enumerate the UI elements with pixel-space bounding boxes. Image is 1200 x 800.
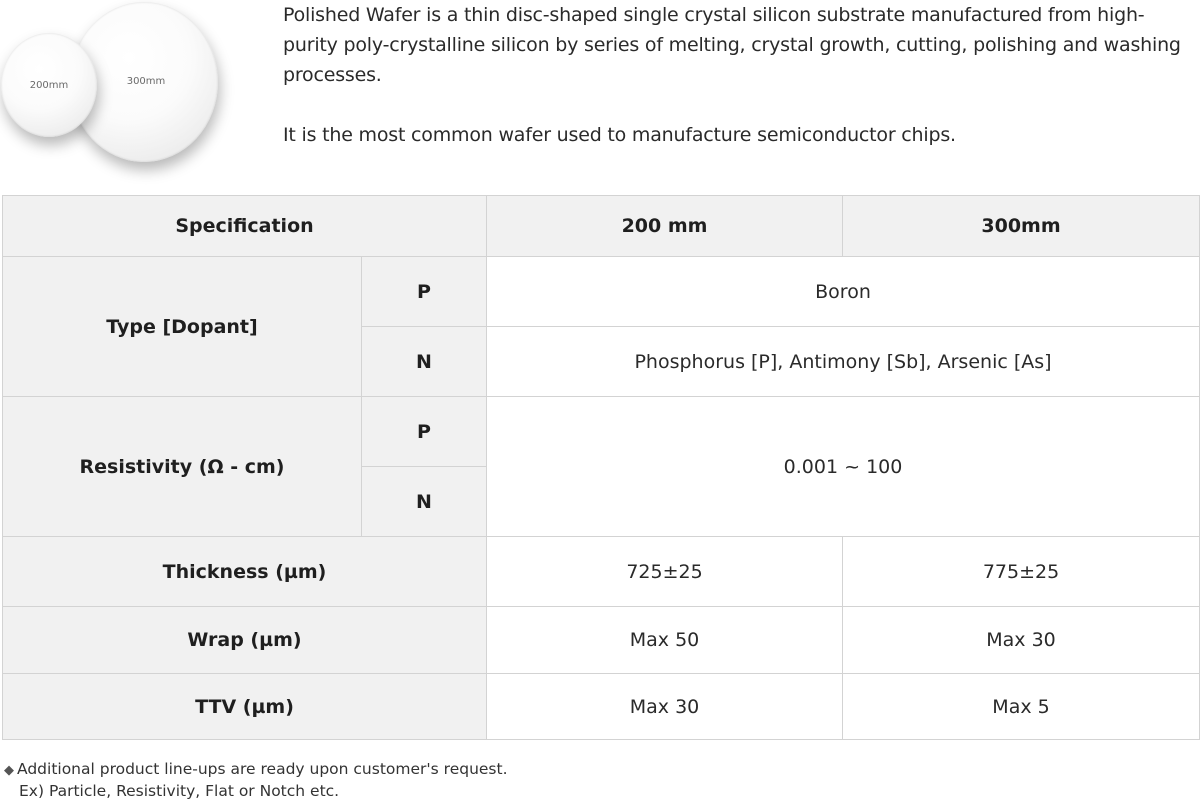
table-row (3, 607, 1200, 674)
header-300mm: 300mm (843, 196, 1200, 257)
wrap-300mm-value: Max 30 (843, 607, 1200, 674)
dopant-n-value: Phosphorus [P], Antimony [Sb], Arsenic [As] (487, 327, 1200, 397)
diamond-bullet-icon: ◆ (4, 763, 14, 778)
wafer-illustration (0, 0, 230, 170)
footnote-line-2: Ex) Particle, Resistivity, Flat or Notch etc. (19, 782, 340, 800)
table-row (3, 257, 1200, 327)
wafer-200mm-image (1, 33, 97, 137)
table-row (3, 674, 1200, 740)
header-specification: Specification (3, 196, 487, 257)
resistivity-label: Resistivity (Ω - cm) (3, 397, 362, 537)
thickness-200mm-value: 725±25 (487, 537, 843, 607)
footnote-line-1 (4, 759, 508, 781)
table-header-row (3, 196, 1200, 257)
table-row (3, 537, 1200, 607)
resistivity-value: 0.001 ~ 100 (487, 397, 1200, 537)
wrap-200mm-value: Max 50 (487, 607, 843, 674)
wrap-label: Wrap (µm) (3, 607, 487, 674)
dopant-p-value: Boron (487, 257, 1200, 327)
thickness-label: Thickness (µm) (3, 537, 487, 607)
resistivity-n-label: N (362, 467, 487, 537)
specification-table (2, 195, 1200, 740)
dopant-n-label: N (362, 327, 487, 397)
resistivity-p-label: P (362, 397, 487, 467)
footnote-text-1: Additional product line-ups are ready upon customer's request. (17, 760, 508, 778)
dopant-label: Type [Dopant] (3, 257, 362, 397)
ttv-200mm-value: Max 30 (487, 674, 843, 740)
ttv-label: TTV (µm) (3, 674, 487, 740)
header-200mm: 200 mm (487, 196, 843, 257)
intro-paragraph-2: It is the most common wafer used to manufacture semiconductor chips. (283, 124, 956, 146)
intro-paragraph-1: Polished Wafer is a thin disc-shaped single crystal silicon substrate manufactured from high-purity poly-crystalline silicon by series of melting, crystal growth, cutting, polishing and washing processes. (283, 4, 1181, 86)
wafer-200mm-label: 200mm (29, 79, 69, 91)
dopant-p-label: P (362, 257, 487, 327)
footnote (4, 759, 508, 800)
intro-text (283, 0, 1193, 150)
wafer-300mm-label: 300mm (126, 75, 166, 87)
thickness-300mm-value: 775±25 (843, 537, 1200, 607)
ttv-300mm-value: Max 5 (843, 674, 1200, 740)
table-row (3, 397, 1200, 467)
